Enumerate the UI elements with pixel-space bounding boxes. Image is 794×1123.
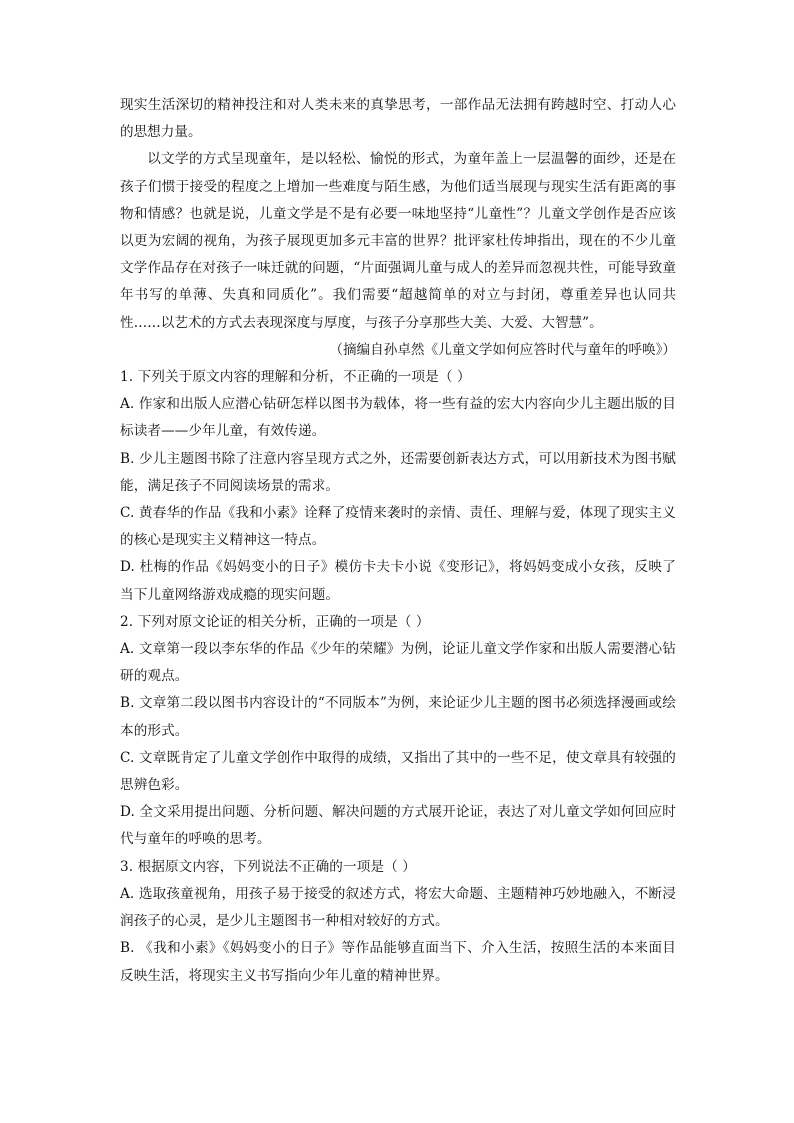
option-c: C. 黄春华的作品《我和小素》诠释了疫情来袭时的亲情、责任、理解与爱，体现了现实主义的核心是现实主义精神这一特点。 [120, 505, 676, 549]
option-b: B. 少儿主题图书除了注意内容呈现方式之外，还需要创新表达方式，可以用新技术为图书赋能，满足孩子不同阅读场景的需求。 [120, 450, 676, 494]
option-c: C. 文章既肯定了儿童文学创作中取得的成绩，又指出了其中的一些不足，使文章具有较强的思辨色彩。 [120, 749, 676, 794]
question-stem: 3. 根据原文内容，下列说法不正确的一项是（ ） [120, 858, 416, 875]
option-d: D. 杜梅的作品《妈妈变小的日子》模仿卡夫卡小说《变形记》，将妈妈变成小女孩，反映了当下儿童网络游戏成瘾的现实问题。 [120, 559, 676, 603]
question-1 [120, 364, 676, 609]
option-b: B. 《我和小素》《妈妈变小的日子》等作品能够直面当下、介入生活，按照生活的本来面目反映生活，将现实主义书写指向少年儿童的精神世界。 [120, 940, 676, 984]
article-paragraph-continued: 现实生活深切的精神投注和对人类未来的真挚思考，一部作品无法拥有跨越时空、打动人心的思想力量。 [120, 97, 676, 141]
option-d: D. 全文采用提出问题、分析问题、解决问题的方式展开论证，表达了对儿童文学如何回应时代与童年的呼唤的思考。 [120, 804, 676, 848]
document-page [120, 92, 676, 990]
option-a: A. 文章第一段以李东华的作品《少年的荣耀》为例，论证儿童文学作家和出版人需要潜心钻研的观点。 [120, 641, 676, 685]
article-paragraph: 以文学的方式呈现童年，是以轻松、愉悦的形式，为童年盖上一层温馨的面纱，还是在孩子们惯于接受的程度之上增加一些难度与陌生感，为他们适当展现与现实生活有距离的事物和情感？也就是说，儿童文学是不是有必要一味地坚持“儿童性”？儿童文学创作是否应该以更为宏阔的视角，为孩子展现更加多元丰富的世界？批评家杜传坤指出，现在的不少儿童文学作品存在对孩子一味迁就的问题，“片面强调儿童与成人的差异而忽视共性，可能导致童年书写的单薄、失真和同质化”。我们需要“超越简单的对立与封闭，尊重差异也认同共性……以艺术的方式去表现深度与厚度，与孩子分享那些大美、大爱、大智慧”。 [120, 151, 676, 331]
option-a: A. 选取孩童视角，用孩子易于接受的叙述方式，将宏大命题、主题精神巧妙地融入，不断浸润孩子的心灵，是少儿主题图书一种相对较好的方式。 [120, 885, 676, 930]
question-3 [120, 854, 676, 990]
question-stem: 2. 下列对原文论证的相关分析，正确的一项是（ ） [120, 613, 430, 630]
option-a: A. 作家和出版人应潜心钻研怎样以图书为载体，将一些有益的宏大内容向少儿主题出版的目标读者——少年儿童，有效传递。 [120, 396, 676, 440]
option-b: B. 文章第二段以图书内容设计的“不同版本”为例，来论证少儿主题的图书必须选择漫画或绘本的形式。 [120, 695, 676, 739]
question-2 [120, 609, 676, 854]
article-source: （摘编自孙卓然《儿童文学如何应答时代与童年的呼唤》） [329, 341, 676, 358]
question-stem: 1. 下列关于原文内容的理解和分析，不正确的一项是（ ） [120, 369, 471, 386]
